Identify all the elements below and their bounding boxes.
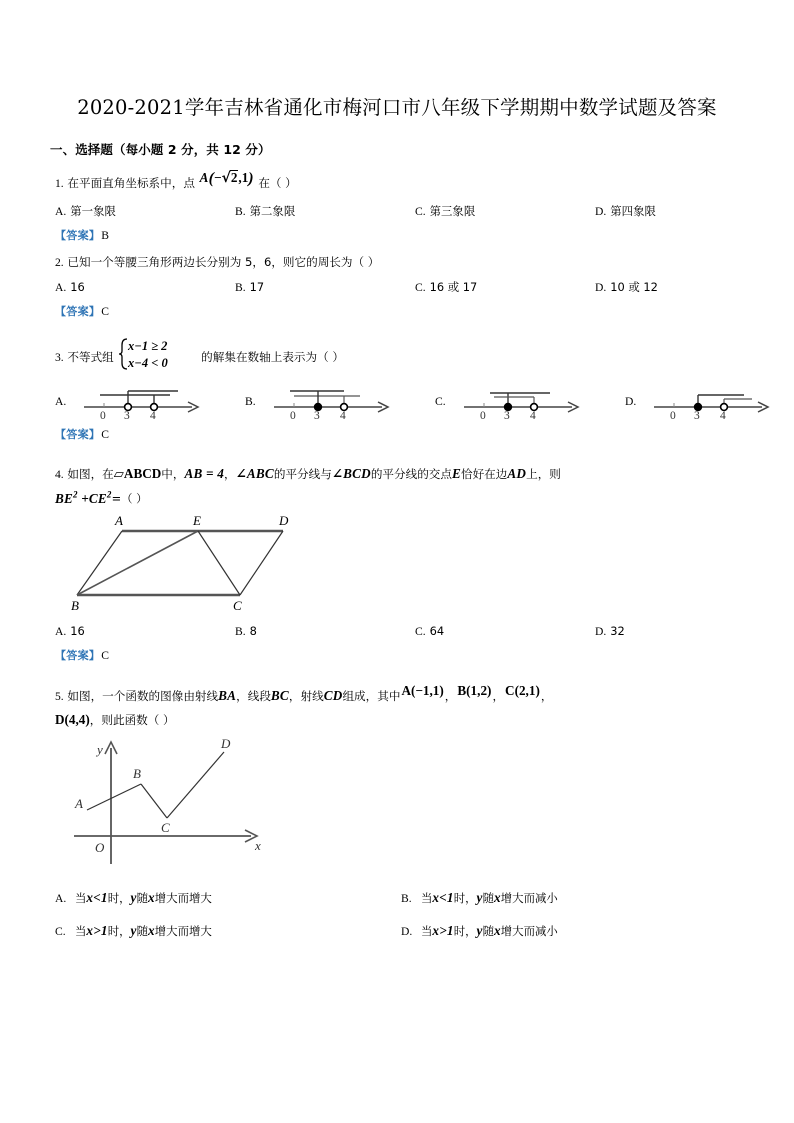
question-1-stem-tail: 在（ ）: [258, 175, 297, 190]
question-5-text-2: ，线段: [236, 689, 271, 704]
math-seg-bc: BC: [270, 688, 289, 704]
answer-value: C: [101, 648, 109, 662]
question-1-option-d[interactable]: D. 第四象限: [595, 203, 656, 218]
question-4-answer: [55, 644, 747, 667]
sep-3: ，: [540, 689, 553, 704]
cond-d: x>1: [432, 922, 454, 938]
question-4-text-2: 中，: [161, 466, 185, 481]
numline-figure-d: [640, 381, 780, 421]
point-c-coord: C(2,1): [505, 683, 540, 699]
svg-text:4: 4: [720, 410, 727, 422]
question-5-option-b[interactable]: B. 当 x<1 时， y 随 x 增大而减小: [401, 881, 747, 914]
var-x-b: x: [493, 889, 501, 905]
opt-end-b: 随: [482, 890, 494, 905]
question-4-text-4: 的平分线与: [273, 466, 332, 481]
question-5-stem: [55, 683, 747, 709]
question-1-option-a[interactable]: A. 第一象限: [55, 203, 116, 218]
question-4-option-b[interactable]: B. 8: [235, 623, 257, 638]
svg-text:4: 4: [339, 410, 346, 422]
function-graph-figure: [69, 732, 747, 877]
math-ad: AD: [507, 465, 527, 481]
svg-text:3: 3: [313, 410, 320, 422]
var-x-a: x: [147, 889, 155, 905]
cond-b: x<1: [432, 889, 454, 905]
question-4-text-8: =（ ）: [111, 491, 148, 506]
question-4-text-1: 如图，在: [67, 466, 114, 481]
question-5-stem-line2: [55, 710, 747, 730]
var-y-a: y: [130, 889, 137, 905]
question-1-number: 1.: [55, 176, 64, 190]
svg-text:0: 0: [100, 410, 107, 422]
answer-tag: 【答案】: [55, 428, 101, 442]
question-1-option-c[interactable]: C. 第三象限: [415, 203, 476, 218]
question-5-text-3: ，射线: [288, 689, 324, 704]
svg-text:0: 0: [479, 410, 486, 422]
question-2-options: [55, 276, 747, 299]
svg-text:4: 4: [529, 410, 536, 422]
question-5-text-1: 如图，一个函数的图像由射线: [67, 689, 219, 704]
opt-mid-c: 时，: [107, 923, 131, 938]
question-4-option-d[interactable]: D. 32: [595, 623, 625, 638]
question-1-stem: [55, 168, 747, 199]
opt-tail-d: 增大而减小: [500, 923, 558, 938]
axis-label-y: y: [97, 741, 103, 757]
opt-end-d: 随: [482, 923, 494, 938]
svg-text:3: 3: [124, 410, 131, 422]
question-5-option-a[interactable]: A. 当 x<1 时， y 随 x 增大而增大: [55, 881, 401, 914]
math-ray-cd: CD: [323, 688, 343, 704]
graph-label-B: B: [133, 765, 141, 781]
var-x-d: x: [493, 922, 501, 938]
parallelogram-symbol: ▱ABCD: [113, 465, 162, 481]
question-3-option-c[interactable]: C. 0 3 4: [435, 381, 625, 421]
question-3-numline-options: [55, 381, 747, 421]
point-a-coord: A(−1,1): [401, 683, 444, 699]
answer-tag: 【答案】: [55, 228, 101, 242]
question-5-options: [55, 881, 747, 947]
var-y-c: y: [130, 922, 137, 938]
question-1: [47, 168, 747, 248]
question-2: [47, 251, 747, 323]
question-5-number: 5.: [55, 690, 64, 704]
svg-text:4: 4: [150, 410, 157, 422]
question-2-answer: [55, 300, 747, 323]
opt-prefix: 当: [421, 890, 433, 905]
question-3-answer: [55, 423, 747, 446]
question-4: [47, 461, 747, 668]
system-line-2: x−4 < 0: [128, 356, 169, 371]
question-3-stem: [55, 337, 747, 375]
question-4-option-c[interactable]: C. 64: [415, 623, 445, 638]
page-content: [47, 92, 747, 949]
label-B: B: [71, 597, 79, 613]
opt-mid-d: 时，: [453, 923, 477, 938]
math-be2-ce2: $BE^2 +CE^2$: [55, 489, 112, 506]
question-1-answer: [55, 224, 747, 247]
cond-c: x>1: [86, 922, 108, 938]
graph-label-A: A: [75, 795, 83, 811]
origin-label: O: [95, 839, 105, 855]
sep-2: ，: [492, 689, 505, 704]
question-5-option-c[interactable]: C. 当 x>1 时， y 随 x 增大而增大: [55, 914, 401, 947]
opt-tail-b: 增大而减小: [500, 890, 558, 905]
math-angle-bcd: ∠BCD: [331, 465, 371, 481]
math-angle-abc: ∠ABC: [235, 465, 274, 481]
question-4-stem: [55, 461, 747, 487]
var-y-d: y: [476, 922, 483, 938]
section-heading: 一、选择题（每小题 2 分，共 12 分）: [50, 141, 271, 157]
numline-figure-b: [260, 381, 400, 421]
svg-text:0: 0: [670, 410, 677, 422]
question-4-text-6: 恰好在边: [460, 466, 508, 481]
question-5-option-d[interactable]: D. 当 x>1 时， y 随 x 增大而减小: [401, 914, 747, 947]
label-D: D: [279, 512, 289, 528]
math-point-e: E: [451, 465, 461, 481]
answer-tag: 【答案】: [55, 304, 101, 318]
question-4-stem-line2: [55, 487, 747, 509]
point-d-coord: D(4,4): [55, 711, 90, 727]
question-1-math: A(−√2,1): [199, 169, 254, 187]
question-4-text-7: 上，则: [526, 466, 561, 481]
opt-prefix: 当: [421, 923, 433, 938]
math-ab: AB = 4: [184, 465, 224, 481]
svg-text:0: 0: [289, 410, 296, 422]
opt-tail-a: 增大而增大: [154, 890, 212, 905]
question-2-option-c[interactable]: C. 16 或 17: [415, 279, 478, 294]
parallelogram-figure: [65, 513, 747, 618]
answer-value: C: [101, 428, 109, 442]
opt-end-a: 随: [136, 890, 148, 905]
question-3-stem-tail: 的解集在数轴上表示为（ ）: [201, 350, 344, 365]
axis-label-x: x: [255, 837, 261, 853]
question-4-options: [55, 620, 747, 643]
label-C: C: [233, 597, 242, 613]
graph-label-C: C: [161, 819, 170, 835]
cond-a: x<1: [86, 889, 108, 905]
svg-text:3: 3: [503, 410, 510, 422]
question-4-text-5: 的平分线的交点: [370, 466, 452, 481]
system-line-1: x−1 ≥ 2: [128, 339, 168, 354]
label-A: A: [115, 512, 123, 528]
var-x-c: x: [147, 922, 155, 938]
question-3-number: 3.: [55, 351, 64, 365]
question-4-text-3: ，: [224, 466, 236, 481]
point-b-coord: B(1,2): [457, 683, 492, 699]
question-5: [47, 683, 747, 947]
question-3: [47, 337, 747, 446]
var-y-b: y: [476, 889, 483, 905]
question-1-options: [55, 200, 747, 223]
question-2-option-b[interactable]: B. 17: [235, 279, 265, 294]
numline-figure-a: [70, 381, 210, 421]
question-3-option-b[interactable]: B. 0 3 4: [245, 381, 435, 421]
math-ray-ba: BA: [218, 688, 237, 704]
question-3-system: [118, 337, 196, 375]
question-2-option-d[interactable]: D. 10 或 12: [595, 279, 658, 294]
opt-mid-a: 时，: [107, 890, 131, 905]
answer-value: C: [101, 304, 109, 318]
answer-tag: 【答案】: [55, 648, 101, 662]
question-3-option-a[interactable]: A. 0 3 4: [55, 381, 245, 421]
svg-text:3: 3: [694, 410, 701, 422]
opt-prefix: 当: [75, 923, 87, 938]
question-3-stem-text: 不等式组: [67, 350, 114, 365]
opt-end-c: 随: [136, 923, 148, 938]
question-1-option-b[interactable]: B. 第二象限: [235, 203, 296, 218]
question-4-option-a[interactable]: A. 16: [55, 623, 85, 638]
question-2-number: 2.: [55, 256, 64, 270]
question-5-text-4: 组成，其中: [342, 689, 401, 704]
label-E: E: [193, 512, 201, 528]
sep-1: ，: [444, 689, 457, 704]
opt-mid-b: 时，: [453, 890, 477, 905]
opt-prefix: 当: [75, 890, 87, 905]
answer-value: B: [101, 228, 109, 242]
question-2-stem: [55, 251, 747, 275]
numline-figure-c: [450, 381, 590, 421]
page-title: 2020-2021学年吉林省通化市梅河口市八年级下学期期中数学试题及答案: [77, 96, 717, 119]
question-3-option-d[interactable]: D. 0 3 4: [625, 381, 794, 421]
question-2-option-a[interactable]: A. 16: [55, 279, 85, 294]
graph-label-D: D: [221, 735, 231, 751]
opt-tail-c: 增大而增大: [154, 923, 212, 938]
question-2-stem-text: 已知一个等腰三角形两边长分别为 5，6，则它的周长为（ ）: [67, 255, 380, 270]
question-4-number: 4.: [55, 467, 64, 481]
question-1-stem-text: 在平面直角坐标系中，点: [67, 175, 195, 190]
question-5-text-5: ，则此函数（ ）: [89, 712, 175, 727]
